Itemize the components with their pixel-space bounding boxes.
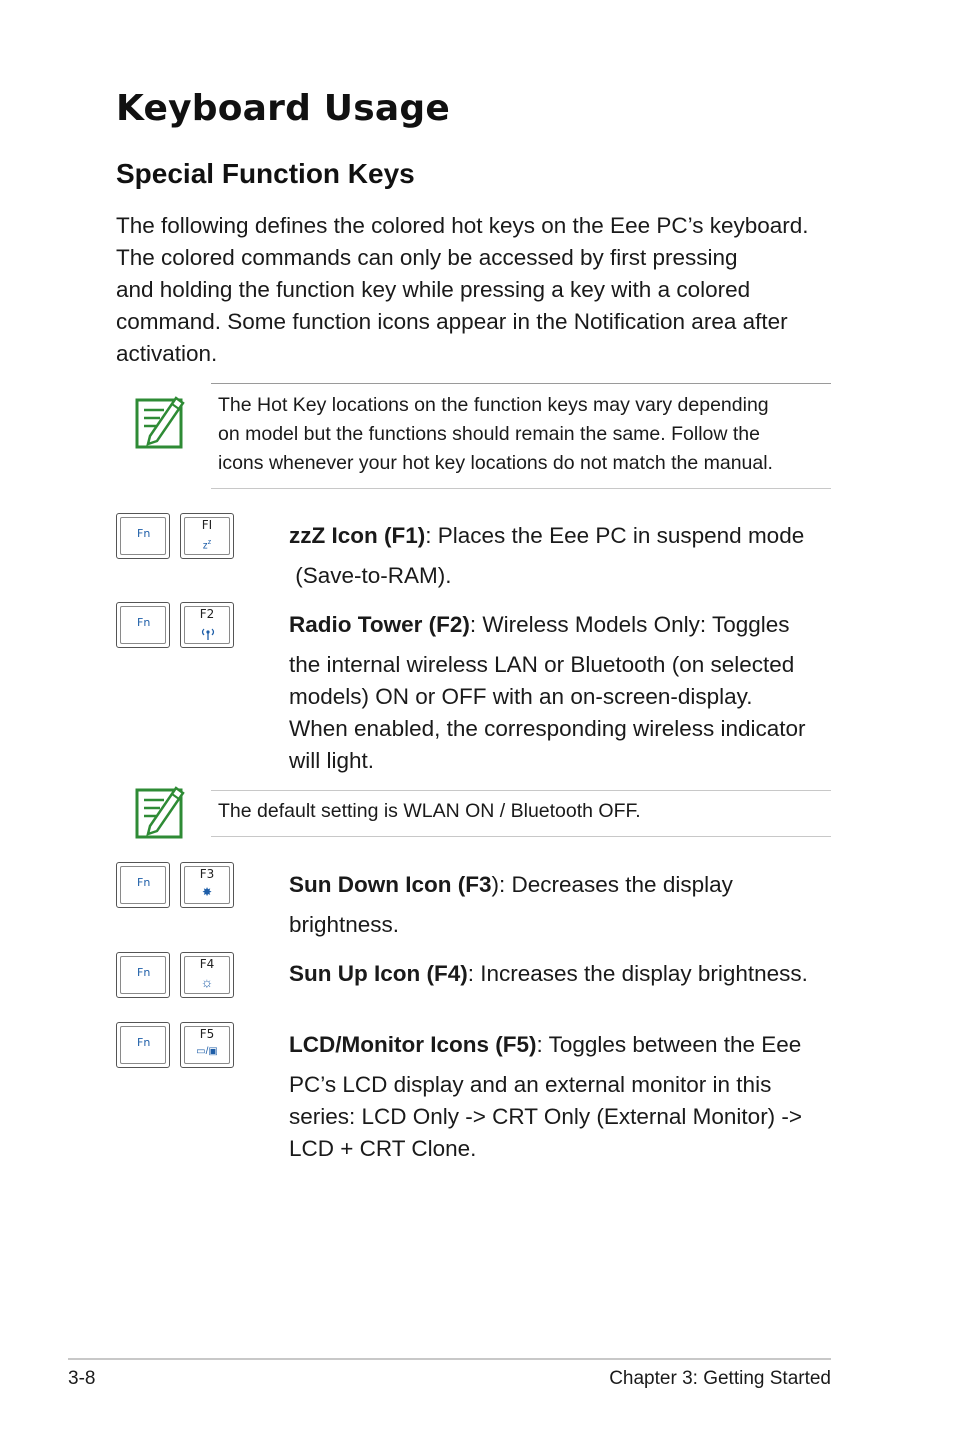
f5-key: F5 ▭/▣ [180,1022,234,1068]
note-line: The Hot Key locations on the function keys may vary depending [218,394,769,416]
hotkey-description [289,609,849,777]
hotkey-line: series: LCD Only -> CRT Only (External Monitor) -> [289,1104,803,1129]
hotkey-text: ): Decreases the display [491,872,733,897]
fn-key: Fn [116,513,170,559]
hotkey-line: will light. [289,748,375,773]
fn-key: Fn [116,602,170,648]
hotkey-description [289,869,849,941]
chapter-label: Chapter 3: Getting Started [609,1368,831,1389]
hotkey-text [289,1069,849,1165]
hotkey-name: Radio Tower (F2) [289,612,470,637]
sun-up-icon: ☼ [200,974,214,990]
f2-key: F2 [180,602,234,648]
fn-key: Fn [116,952,170,998]
note-box [211,790,831,837]
fn-key: Fn [116,862,170,908]
hotkey-line: the internal wireless LAN or Bluetooth (on selected [289,652,795,677]
hotkey-text: : Places the Eee PC in suspend mode [425,523,805,548]
note-pencil-icon [134,782,186,840]
lcd-monitor-icon: ▭/▣ [196,1046,218,1057]
hotkey-name: zzZ Icon (F1) [289,523,426,548]
intro-line: command. Some function icons appear in the Notification area after [116,309,788,334]
hotkey-description [289,1029,849,1165]
intro-line: activation. [116,341,218,366]
hotkey-text: (Save-to-RAM). [289,563,452,588]
intro-paragraph [116,210,846,370]
footer-divider [68,1358,831,1360]
hotkey-text: brightness. [289,912,400,937]
note-line: icons whenever your hot key locations do not match the manual. [218,452,773,474]
zzz-icon: $z^z$ [202,539,212,552]
intro-line: and holding the function key while pressing a key with a colored [116,277,751,302]
section-title: Special Function Keys [116,158,415,189]
page-number: 3-8 [68,1368,96,1389]
fn-key: Fn [116,1022,170,1068]
note-text [211,384,831,478]
hotkey-line: models) ON or OFF with an on-screen-display. [289,684,753,709]
hotkey-description [289,520,849,592]
hotkey-name: LCD/Monitor Icons (F5) [289,1032,537,1057]
f3-key: F3 ✸ [180,862,234,908]
hotkey-name: Sun Up Icon (F4) [289,961,468,986]
f1-key: FI $z^z$ [180,513,234,559]
sun-down-icon: ✸ [201,885,213,899]
note-pencil-icon [134,392,186,450]
hotkey-line: LCD + CRT Clone. [289,1136,477,1161]
page-title: Keyboard Usage [116,88,450,129]
intro-line: The following defines the colored hot keys on the Eee PC’s keyboard. [116,213,809,238]
hotkey-description [289,958,849,990]
hotkey-line: PC’s LCD display and an external monitor in this [289,1072,772,1097]
intro-line: The colored commands can only be accessed by first pressing [116,245,738,270]
f4-key: F4 ☼ [180,952,234,998]
hotkey-text: : Increases the display brightness. [467,961,808,986]
hotkey-line: When enabled, the corresponding wireless indicator [289,716,806,741]
hotkey-text [289,649,849,777]
note-box [211,383,831,489]
hotkey-text: : Toggles between the Eee [536,1032,802,1057]
hotkey-text: : Wireless Models Only: Toggles [469,612,790,637]
hotkey-name: Sun Down Icon (F3 [289,872,492,897]
radio-tower-icon [200,627,216,641]
note-text: The default setting is WLAN ON / Bluetooth OFF. [218,800,641,822]
note-line: on model but the functions should remain the same. Follow the [218,423,760,445]
